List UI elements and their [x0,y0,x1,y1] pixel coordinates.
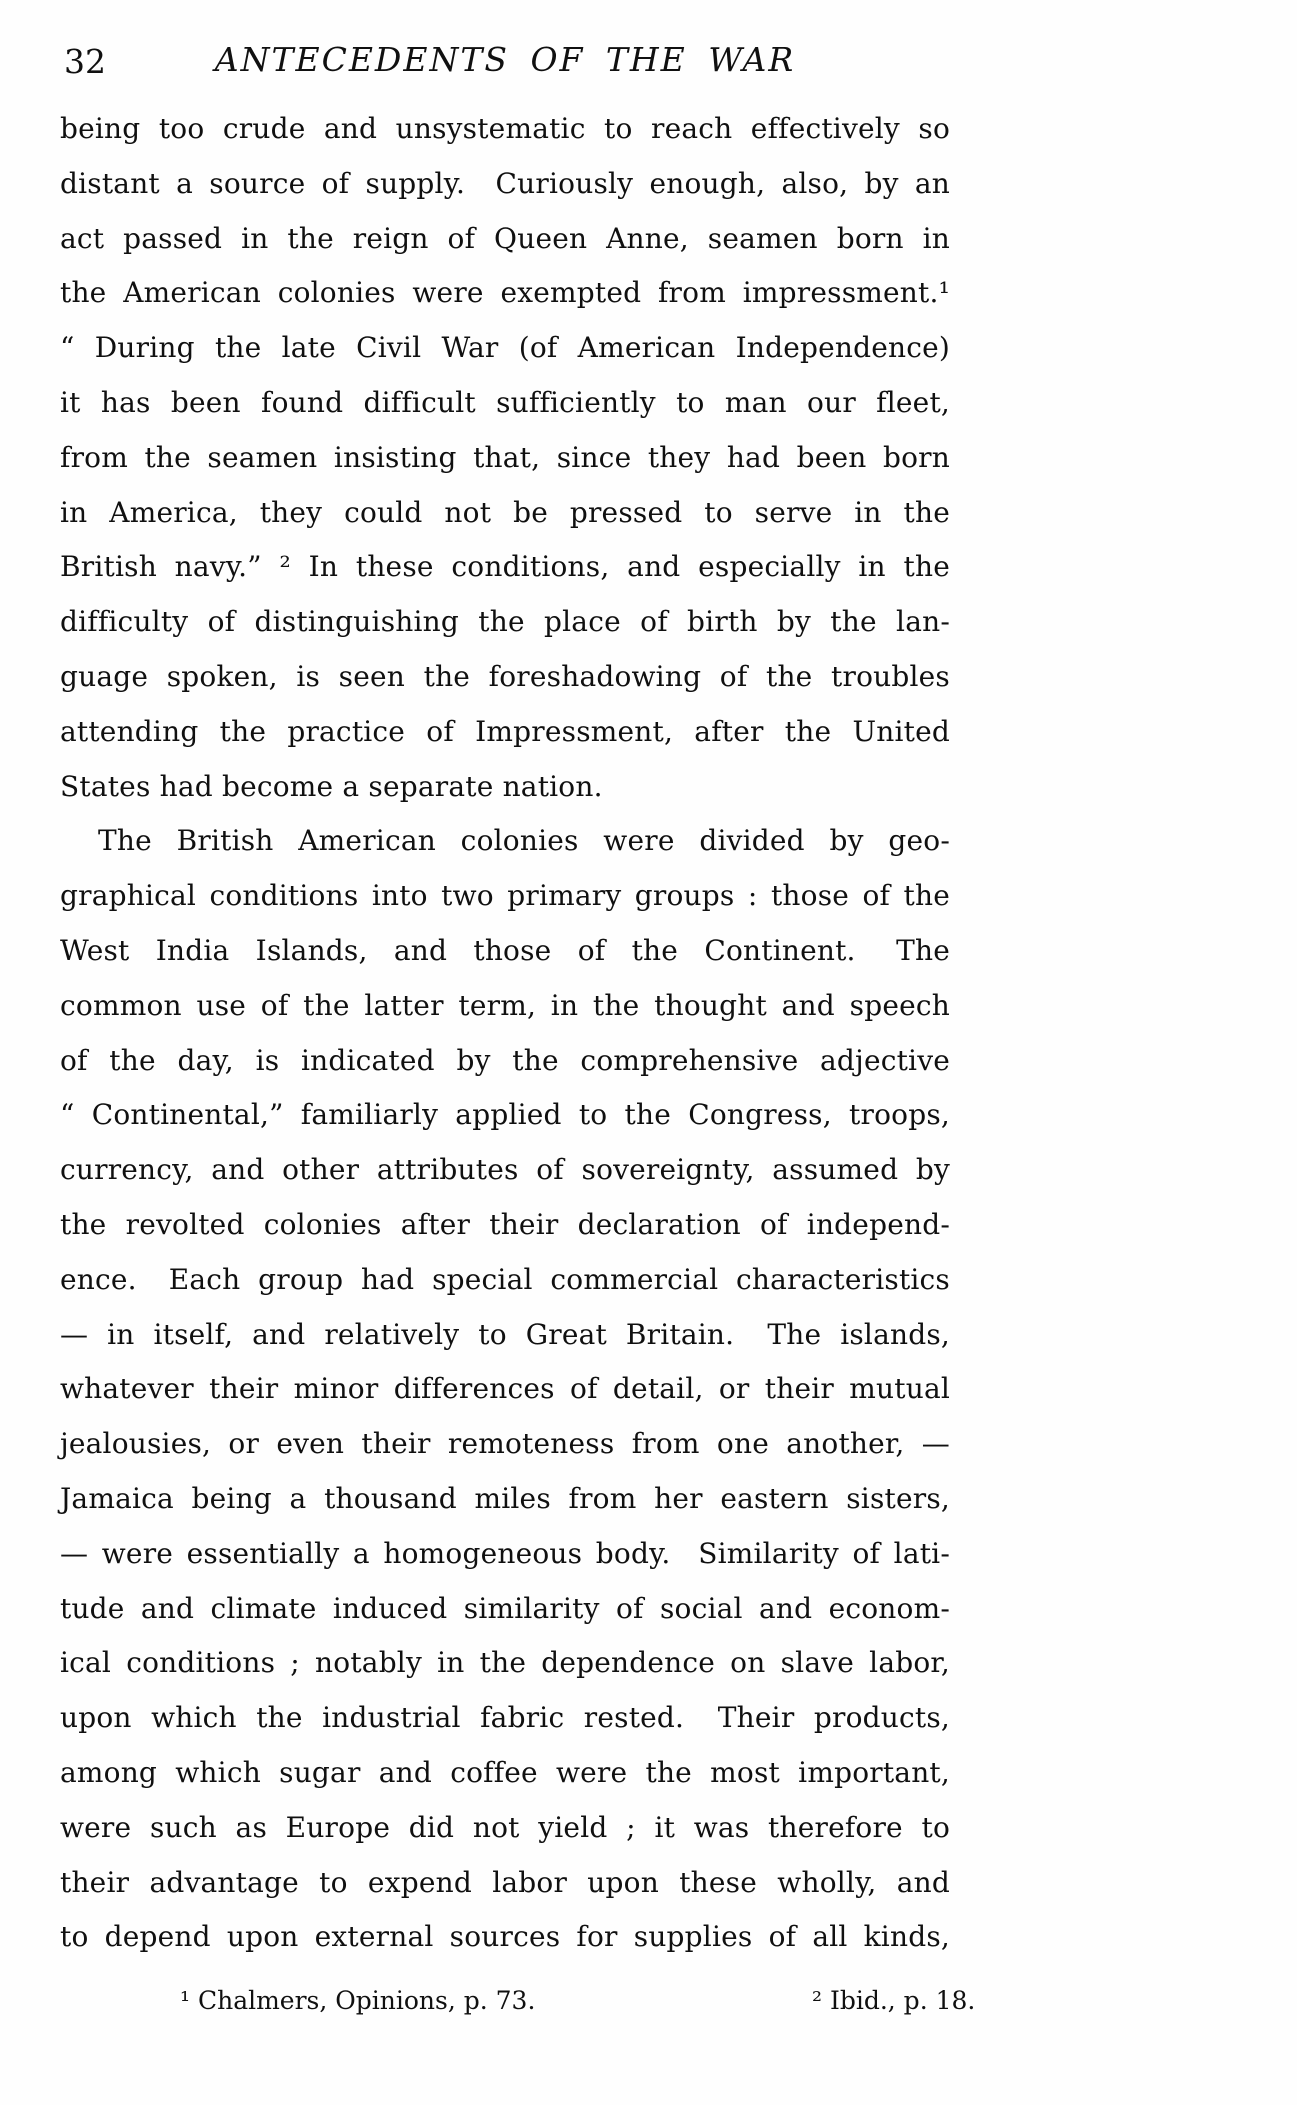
text-line: their advantage to expend labor upon these wholly, and [60,1865,950,1899]
text-line: common use of the latter term, in the thought and speech [60,988,950,1022]
text-line: difficulty of distinguishing the place of birth by the lan- [60,605,950,639]
text-line: graphical conditions into two primary groups : those of the [60,879,950,913]
text-line: the revolted colonies after their declaration of independ- [60,1207,950,1241]
text-line: British navy.” ² In these conditions, and especially in the [60,550,950,584]
text-line: “ Continental,” familiarly applied to the Congress, troops, [60,1098,950,1132]
text-line: upon which the industrial fabric rested. Their products, [60,1701,950,1735]
text-line: jealousies, or even their remoteness from one another, — [60,1427,950,1461]
page-title: ANTECEDENTS OF THE WAR [214,40,796,79]
text-line: West India Islands, and those of the Continent. The [60,933,950,967]
text-line: The British American colonies were divided by geo- [98,824,950,858]
text-line: in America, they could not be pressed to serve in the [60,495,950,529]
text-line: “ During the late Civil War (of American Independence) [60,331,950,365]
running-header [60,38,950,88]
text-line: distant a source of supply. Curiously enough, also, by an [60,166,950,200]
text-line: tude and climate induced similarity of social and econom- [60,1591,950,1625]
paragraph [60,814,950,1965]
text-line: of the day, is indicated by the comprehensive adjective [60,1043,950,1077]
page-number: 32 [64,42,106,81]
text-block [60,38,950,1965]
text-line: were such as Europe did not yield ; it was therefore to [60,1810,950,1844]
text-line: among which sugar and coffee were the most important, [60,1755,950,1789]
text-line: attending the practice of Impressment, after the United [60,714,950,748]
paragraph [60,102,950,814]
footnote-2: ² Ibid., p. 18. [812,1986,976,2015]
text-line: act passed in the reign of Queen Anne, seamen born in [60,221,950,255]
text-line: ical conditions ; notably in the dependence on slave labor, [60,1646,950,1680]
text-line: — in itself, and relatively to Great Britain. The islands, [60,1317,950,1351]
text-line: ence. Each group had special commercial characteristics [60,1262,950,1296]
text-line: guage spoken, is seen the foreshadowing of the troubles [60,659,950,693]
footnote-1: ¹ Chalmers, Opinions, p. 73. [180,1986,536,2015]
text-line: being too crude and unsystematic to reach effectively so [60,112,950,145]
text-line: currency, and other attributes of sovereignty, assumed by [60,1153,950,1187]
text-line: States had become a separate nation. [60,769,603,803]
text-line: Jamaica being a thousand miles from her eastern sisters, [60,1481,950,1515]
text-line: it has been found difficult sufficiently to man our fleet, [60,385,950,419]
text-line: to depend upon external sources for supplies of all kinds, [60,1920,950,1954]
body-text [60,102,950,1965]
text-line: the American colonies were exempted from impressment.¹ [60,276,950,310]
text-line: whatever their minor differences of detail, or their mutual [60,1372,950,1406]
text-line: — were essentially a homogeneous body. Similarity of lati- [60,1536,950,1570]
footnotes [60,1978,1000,2024]
text-line: from the seamen insisting that, since they had been born [60,440,950,474]
